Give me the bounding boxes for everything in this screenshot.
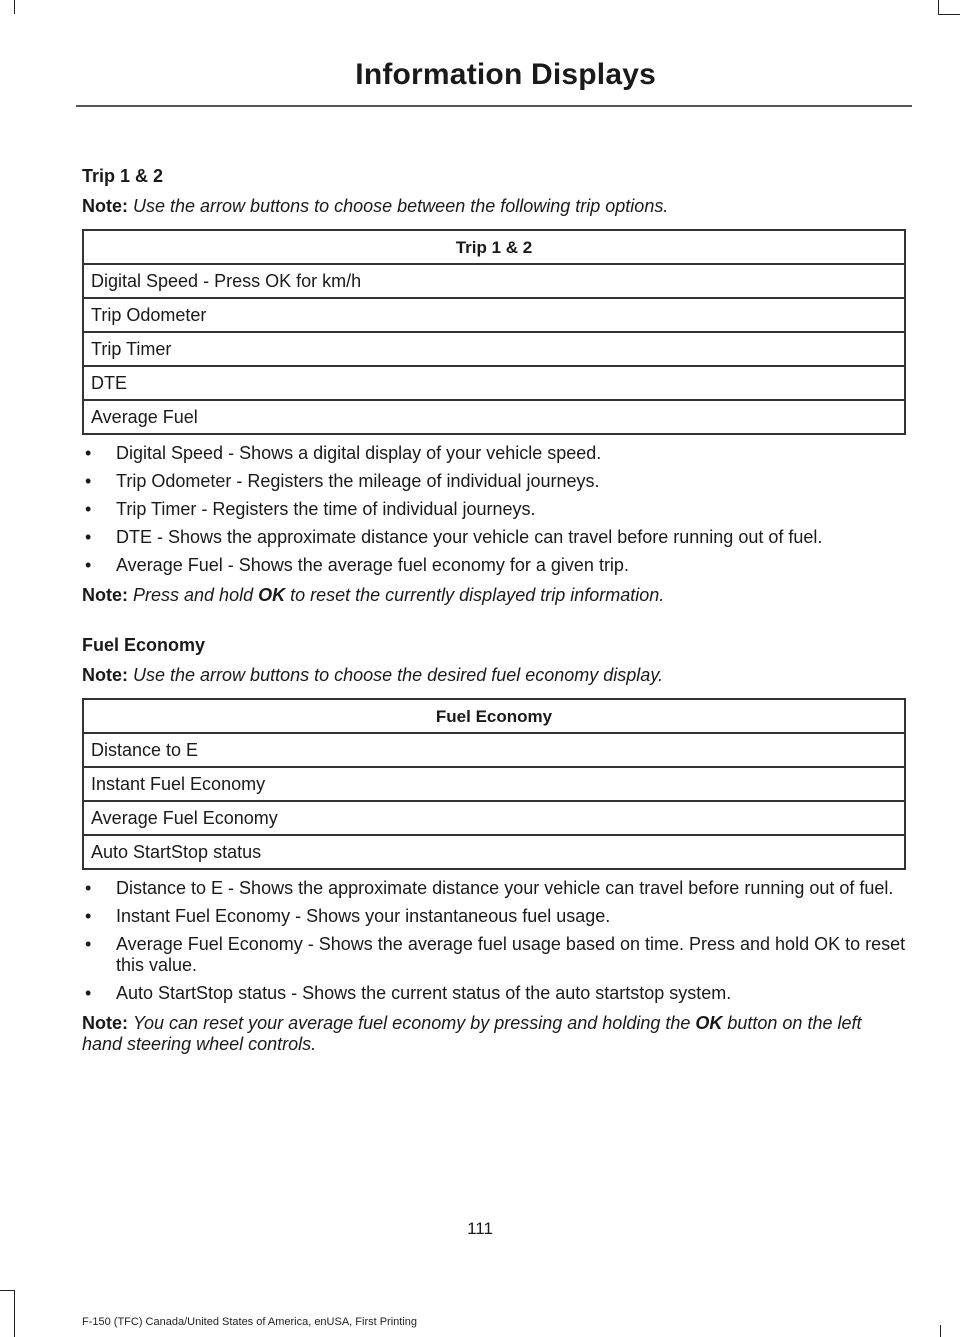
trip-reset-note — [82, 585, 906, 606]
list-item — [82, 878, 906, 899]
page-title: Information Displays — [355, 58, 656, 91]
list-item-text: Digital Speed - Shows a digital display of your vehicle speed. — [116, 443, 602, 463]
list-item-text: Distance to E - Shows the approximate distance your vehicle can travel before running out of fuel. — [116, 878, 894, 898]
list-item — [82, 555, 906, 576]
table-header-row — [83, 699, 905, 733]
trip-note — [82, 196, 906, 217]
list-item — [82, 499, 906, 520]
page-content — [82, 166, 906, 1055]
list-item-text: DTE - Shows the approximate distance your vehicle can travel before running out of fuel. — [116, 527, 823, 547]
list-item-text: Instant Fuel Economy - Shows your instantaneous fuel usage. — [116, 906, 611, 926]
list-item-text: Trip Timer - Registers the time of individual journeys. — [116, 499, 536, 519]
bullet-icon: • — [85, 934, 92, 954]
table-row — [83, 733, 905, 767]
table-row — [83, 264, 905, 298]
table-cell: Average Fuel — [83, 400, 905, 434]
list-item-text: Trip Odometer - Registers the mileage of individual journeys. — [116, 471, 600, 491]
edition-footer: F-150 (TFC) Canada/United States of America, enUSA, First Printing — [82, 1316, 418, 1328]
table-row — [83, 801, 905, 835]
bullet-icon: • — [85, 983, 92, 1003]
table-cell: Auto StartStop status — [83, 835, 905, 869]
table-row — [83, 400, 905, 434]
note-label: Note: — [82, 585, 128, 605]
bullet-icon: • — [85, 878, 92, 898]
note-text: Use the arrow buttons to choose between the following trip options. — [133, 196, 669, 216]
ok-keyword: OK — [695, 1013, 723, 1033]
page-number: 111 — [467, 1219, 493, 1238]
note-text: button on the left hand steering wheel controls. — [82, 1013, 862, 1054]
fuel-reset-note — [82, 1013, 906, 1055]
bullet-icon: • — [85, 555, 92, 575]
table-header-row — [83, 230, 905, 264]
table-row — [83, 298, 905, 332]
crop-mark-top-right-horizontal — [938, 14, 960, 15]
bullet-icon: • — [85, 527, 92, 547]
note-text: Press and hold — [133, 585, 259, 605]
fuel-economy-heading: Fuel Economy — [82, 635, 206, 655]
table-cell: Trip Timer — [83, 332, 905, 366]
list-item-text: Average Fuel - Shows the average fuel economy for a given trip. — [116, 555, 629, 575]
header-divider — [76, 105, 912, 107]
note-label: Note: — [82, 196, 128, 216]
trip-options-table — [82, 229, 906, 435]
note-label: Note: — [82, 665, 128, 685]
table-row — [83, 332, 905, 366]
list-item — [82, 471, 906, 492]
bullet-icon: • — [85, 906, 92, 926]
note-label: Note: — [82, 1013, 128, 1033]
bullet-icon: • — [85, 443, 92, 463]
table-cell: DTE — [83, 366, 905, 400]
crop-mark-top-left — [14, 0, 15, 14]
crop-mark-bottom-right — [940, 1325, 941, 1337]
fuel-economy-table — [82, 698, 906, 870]
list-item — [82, 983, 906, 1004]
note-text: You can reset your average fuel economy by pressing and holding the — [133, 1013, 696, 1033]
table-header: Trip 1 & 2 — [83, 230, 905, 264]
crop-mark-bottom-left — [14, 1290, 15, 1337]
note-text: to reset the currently displayed trip information. — [285, 585, 665, 605]
table-cell: Trip Odometer — [83, 298, 905, 332]
table-cell: Digital Speed - Press OK for km/h — [83, 264, 905, 298]
list-item — [82, 443, 906, 464]
list-item — [82, 527, 906, 548]
table-row — [83, 835, 905, 869]
table-header: Fuel Economy — [83, 699, 905, 733]
table-cell: Instant Fuel Economy — [83, 767, 905, 801]
crop-mark-top-right — [938, 0, 939, 14]
list-item-text: Auto StartStop status - Shows the current status of the auto startstop system. — [116, 983, 732, 1003]
fuel-note — [82, 665, 906, 686]
table-cell: Distance to E — [83, 733, 905, 767]
table-row — [83, 366, 905, 400]
fuel-bullet-list — [82, 878, 906, 1004]
trip-bullet-list — [82, 443, 906, 576]
list-item — [82, 934, 906, 976]
crop-mark-bottom-left-horizontal — [0, 1290, 14, 1291]
table-row — [83, 767, 905, 801]
bullet-icon: • — [85, 471, 92, 491]
list-item — [82, 906, 906, 927]
table-cell: Average Fuel Economy — [83, 801, 905, 835]
trip-heading: Trip 1 & 2 — [82, 166, 164, 186]
list-item-text: Average Fuel Economy - Shows the average fuel usage based on time. Press and hold OK to reset this value. — [116, 934, 906, 975]
bullet-icon: • — [85, 499, 92, 519]
ok-keyword: OK — [258, 585, 286, 605]
note-text: Use the arrow buttons to choose the desired fuel economy display. — [133, 665, 663, 685]
